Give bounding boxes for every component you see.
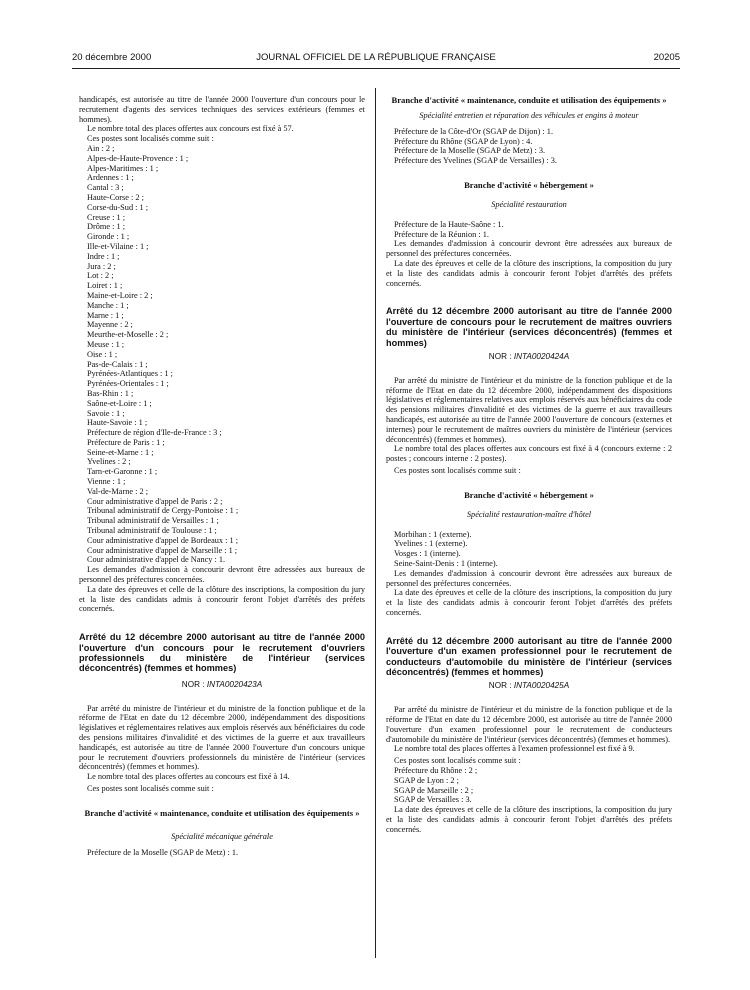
prefecture-line: Préfecture de la Moselle (SGAP de Metz) : 1.	[87, 847, 239, 857]
location-item: Jura : 2 ;	[87, 261, 116, 271]
location-item: Cantal : 3 ;	[87, 183, 124, 193]
location-item: Mayenne : 2 ;	[87, 320, 133, 330]
prefecture-item: SGAP de Versailles : 3.	[394, 795, 472, 805]
nor-label: NOR :	[181, 679, 205, 689]
arrete-title-3: Arrêté du 12 décembre 2000 autorisant au titre de l'année 2000 l'ouverture d'un examen professionnel pour le recrutement de conducteurs d'automobile du ministère de l'intérieur (services déconcentrés) (femmes et hommes)	[386, 635, 672, 677]
location-item: Meuse : 1 ;	[87, 339, 125, 349]
location-item: Haute-Savoie : 1 ;	[87, 418, 148, 428]
header-journal-title: JOURNAL OFFICIEL DE LA RÉPUBLIQUE FRANÇAISE	[256, 52, 496, 63]
arrete-body-2: Par arrêté du ministre de l'intérieur et du ministre de la fonction publique et de la réforme de l'Etat en date du 12 décembre 2000, indépendamment des dispositions législatives et réglementaires relatives aux emplois réservés aux bénéficiaires du code des pensions militaires d'invalidité et des victimes de la guerre et aux travailleurs handicapés, est autorisée au titre de l'année 2000 l'ouverture de concours (externes et internes) pour le recrutement de maîtres ouvriers du ministère de l'intérieur (services déconcentrés) (femmes et hommes).	[386, 375, 672, 444]
location-item: Pyrénées-Atlantiques : 1 ;	[87, 369, 173, 379]
location-item: Ardennes : 1 ;	[87, 173, 134, 183]
location-item: Ain : 2 ;	[87, 143, 115, 153]
location-item: Ille-et-Vilaine : 1 ;	[87, 241, 149, 251]
branche-heading-1: Branche d'activité « maintenance, conduite et utilisation des équipements »	[391, 95, 667, 105]
location-item: Yvelines : 2 ;	[87, 457, 131, 467]
locations-intro-2: Ces postes sont localisés comme suit :	[87, 784, 214, 794]
prefecture-item: Préfecture du Rhône (SGAP de Lyon) : 4.	[394, 136, 533, 146]
location-item: Drôme : 1 ;	[87, 222, 126, 232]
total-places-r3: Le nombre total des places offertes à l'examen professionnel est fixé à 9.	[394, 744, 635, 754]
specialite-heading-2: Spécialité restauration	[491, 199, 567, 209]
header-date: 20 décembre 2000	[72, 52, 152, 63]
demandes-paragraph-r2: Les demandes d'admission à concourir devront être adressées aux bureaux de personnel des préfectures concernées.	[386, 568, 672, 588]
prefecture-item: Préfecture de la Côte-d'Or (SGAP de Dijon) : 1.	[394, 126, 554, 136]
prefecture-item: Préfecture des Yvelines (SGAP de Versailles) : 3.	[394, 156, 557, 166]
nor-reference-2	[386, 352, 672, 362]
nor-reference	[79, 680, 365, 690]
location-item: Oise : 1 ;	[87, 349, 118, 359]
dates-paragraph-r1: La date des épreuves et celle de la clôture des inscriptions, la composition du jury et la liste des candidats admis à concourir feront l'objet d'arrêtés des préfets concernés.	[386, 258, 672, 288]
prefecture-item: Préfecture du Rhône : 2 ;	[394, 765, 478, 775]
location-item: Tribunal administratif de Toulouse : 1 ;	[87, 526, 217, 536]
prefecture-list-1	[386, 127, 672, 166]
location-item: Bas-Rhin : 1 ;	[87, 388, 134, 398]
locations-list	[79, 144, 365, 565]
location-item: Haute-Corse : 2 ;	[87, 192, 144, 202]
location-item: Manche : 1 ;	[87, 300, 129, 310]
nor-code-3: INTA0020425A	[513, 681, 570, 691]
right-column	[386, 95, 672, 835]
dates-paragraph-r2: La date des épreuves et celle de la clôture des inscriptions, la composition du jury et la liste des candidats admis à concourir feront l'objet d'arrêtés des préfets concernés.	[386, 588, 672, 617]
location-item: Cour administrative d'appel de Paris : 2 ;	[87, 496, 223, 506]
location-item: Pas-de-Calais : 1 ;	[87, 359, 148, 369]
location-item: Meurthe-et-Moselle : 2 ;	[87, 330, 169, 340]
prefecture-list-3	[386, 530, 672, 569]
location-item: Creuse : 1 ;	[87, 212, 126, 222]
nor-label-2: NOR :	[488, 351, 512, 361]
location-item: Lot : 2 ;	[87, 271, 114, 281]
prefecture-item: Yvelines : 1 (externe).	[394, 539, 468, 549]
total-places-r2: Le nombre total des places offertes aux concours est fixé à 4 (concours externe : 2 postes ; concours interne : 2 postes).	[386, 444, 672, 464]
location-item: Préfecture de Paris : 1 ;	[87, 437, 165, 447]
location-item: Seine-et-Marne : 1 ;	[87, 447, 154, 457]
locations-intro-r2: Ces postes sont localisés comme suit :	[394, 465, 521, 475]
demandes-paragraph-r1: Les demandes d'admission à concourir devront être adressées aux bureaux de personnel des préfectures concernées.	[386, 239, 672, 259]
page-header	[72, 52, 680, 66]
location-item: Cour administrative d'appel de Bordeaux : 1 ;	[87, 535, 239, 545]
nor-reference-3	[386, 681, 672, 691]
location-item: Indre : 1 ;	[87, 251, 120, 261]
location-item: Val-de-Marne : 2 ;	[87, 486, 149, 496]
location-item: Tarn-et-Garonne : 1 ;	[87, 467, 158, 477]
arrete-body: Par arrêté du ministre de l'intérieur et du ministre de la fonction publique et de la réforme de l'Etat en date du 12 décembre 2000, indépendamment des dispositions législatives et réglementaires relatives aux emplois réservés aux bénéficiaires du code des pensions militaires d'invalidité et des victimes de la guerre et aux travailleurs handicapés, est autorisée au titre de l'année 2000 l'ouverture d'un concours unique pour le recrutement d'ouvriers professionnels du ministère de l'intérieur (services déconcentrés) (femmes et hommes).	[79, 703, 365, 772]
branche-heading: Branche d'activité « maintenance, conduite et utilisation des équipements »	[84, 807, 360, 818]
location-item: Cour administrative d'appel de Marseille : 1 ;	[87, 545, 238, 555]
branche-heading-2: Branche d'activité « hébergement »	[464, 179, 594, 190]
column-divider	[375, 88, 376, 958]
nor-code: INTA0020423A	[206, 679, 263, 689]
location-item: Saône-et-Loire : 1 ;	[87, 398, 152, 408]
demandes-paragraph: Les demandes d'admission à concourir devront être adressées aux bureaux de personnel des préfectures concernées.	[79, 565, 365, 585]
total-places: Le nombre total des places offertes aux concours est fixé à 57.	[87, 124, 294, 134]
arrete-body-3: Par arrêté du ministre de l'intérieur et du ministre de la fonction publique et de la réforme de l'Etat en date du 12 décembre 2000, est autorisée au titre de l'année 2000 l'ouverture d'un examen professionnel pour le recrutement de conducteurs d'automobile du ministère de l'intérieur (services déconcentrés) (femmes et hommes).	[386, 705, 672, 744]
nor-label-3: NOR :	[488, 681, 512, 691]
dates-paragraph-r3: La date des épreuves et celle de la clôture des inscriptions, la composition du jury et la liste des candidats admis à concourir feront l'objet d'arrêtés des préfets concernés.	[386, 805, 672, 834]
prefecture-item: Vosges : 1 (interne).	[394, 549, 461, 559]
locations-intro: Ces postes sont localisés comme suit :	[87, 134, 214, 144]
location-item: Préfecture de région d'Ile-de-France : 3 ;	[87, 428, 222, 438]
prefecture-item: Morbihan : 1 (externe).	[394, 529, 472, 539]
prefecture-item: SGAP de Marseille : 2 ;	[394, 785, 474, 795]
location-item: Alpes-Maritimes : 1 ;	[87, 163, 159, 173]
location-item: Tribunal administratif de Cergy-Pontoise : 1 ;	[87, 506, 239, 516]
arrete-title-2: Arrêté du 12 décembre 2000 autorisant au titre de l'année 2000 l'ouverture de concours pour le recrutement de maîtres ouvriers du ministère de l'intérieur (services déconcentrés) (femmes et hommes)	[386, 306, 672, 348]
arrete-title: Arrêté du 12 décembre 2000 autorisant au titre de l'année 2000 l'ouverture d'un concours pour le recrutement d'ouvriers professionnels du ministère de l'intérieur (services déconcentrés) (femmes et hommes)	[79, 632, 365, 674]
prefecture-item: Préfecture de la Haute-Saône : 1.	[394, 219, 504, 229]
total-places-2: Le nombre total des places offertes au concours est fixé à 14.	[87, 772, 290, 782]
prefecture-item: SGAP de Lyon : 2 ;	[394, 775, 459, 785]
location-item: Alpes-de-Haute-Provence : 1 ;	[87, 153, 189, 163]
header-page-number: 20205	[653, 52, 680, 63]
location-item: Loiret : 1 ;	[87, 281, 123, 291]
location-item: Pyrénées-Orientales : 1 ;	[87, 379, 169, 389]
nor-code-2: INTA0020424A	[513, 351, 570, 361]
location-item: Cour administrative d'appel de Nancy : 1.	[87, 555, 226, 565]
locations-intro-r3: Ces postes sont localisés comme suit :	[394, 756, 521, 766]
branche-heading-3: Branche d'activité « hébergement »	[464, 489, 594, 500]
prefecture-list-4	[386, 766, 672, 805]
location-item: Gironde : 1 ;	[87, 232, 130, 242]
intro-paragraph: handicapés, est autorisée au titre de l'année 2000 l'ouverture d'un concours pour le recrutement d'agents des services techniques des services extérieurs (femmes et hommes).	[79, 95, 365, 124]
location-item: Vienne : 1 ;	[87, 477, 126, 487]
left-column	[79, 95, 365, 857]
header-rule	[72, 68, 680, 69]
prefecture-list-2	[386, 220, 672, 240]
location-item: Savoie : 1 ;	[87, 408, 125, 418]
prefecture-item: Seine-Saint-Denis : 1 (interne).	[394, 558, 498, 568]
location-item: Marne : 1 ;	[87, 310, 124, 320]
location-item: Corse-du-Sud : 1 ;	[87, 202, 149, 212]
specialite-heading-3: Spécialité restauration-maître d'hôtel	[466, 509, 592, 519]
location-item: Maine-et-Loire : 2 ;	[87, 290, 153, 300]
dates-paragraph: La date des épreuves et celle de la clôture des inscriptions, la composition du jury et la liste des candidats admis à concourir feront l'objet d'arrêtés des préfets concernés.	[79, 584, 365, 614]
prefecture-item: Préfecture de la Moselle (SGAP de Metz) : 3.	[394, 146, 546, 156]
location-item: Tribunal administratif de Versailles : 1 ;	[87, 516, 219, 526]
prefecture-item: Préfecture de la Réunion : 1.	[394, 229, 489, 239]
specialite-heading: Spécialité mécanique générale	[171, 831, 273, 841]
specialite-heading-1: Spécialité entretien et réparation des véhicules et engins à moteur	[419, 111, 639, 120]
